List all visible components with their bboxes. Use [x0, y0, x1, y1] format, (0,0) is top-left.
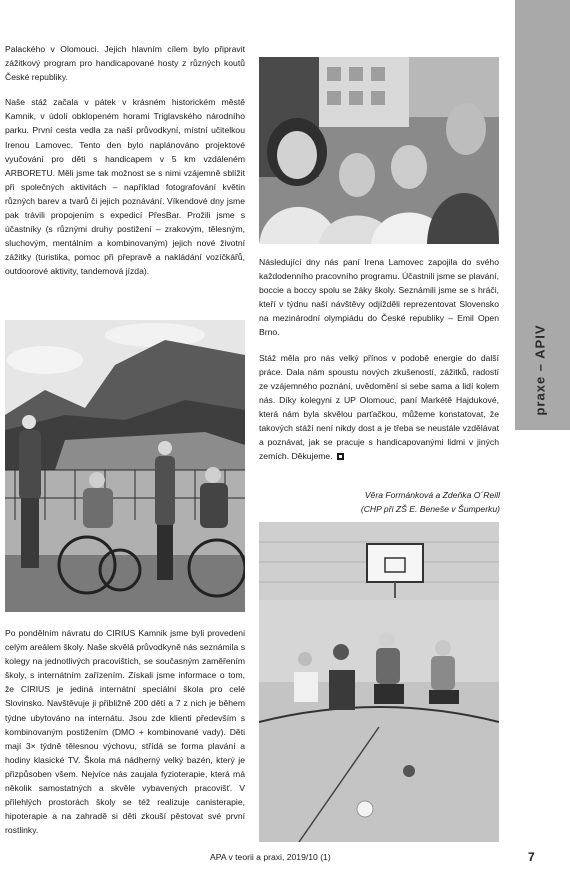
- right-column: [259, 255, 499, 463]
- journal-footer: APA v teorii a praxi, 2019/10 (1): [210, 852, 331, 862]
- left-column-bottom: [5, 626, 245, 837]
- photo-boccia-gym-image: [259, 522, 499, 842]
- photo-boccia-gym: [259, 522, 499, 842]
- photo-group-selfie-image: [259, 57, 499, 244]
- section-label: [518, 315, 562, 425]
- left-column-top: [5, 42, 245, 279]
- paragraph: [259, 351, 499, 464]
- paragraph: Naše stáž začala v pátek v krásném historickém městě Kamnik, v údolí obklopeném horami Triglavského národního parku. První cesta vedla za naší průvodkyní, místní učitelkou Irenou Lamovec. Tento den bylo naplánováno projektové vyučování pro děti s handicapem v 5 km vzdáleném ARBORETU. Měli jsme tak možnost se s nimi vzájemně sblížit při společných aktivitách – například fotografování květin různých barev a tvarů či jejich poznávání. Víkendové dny jsme pak trávili propojením s expedicí PřesBar. Prožili jsme s účastníky (s různými druhy postižení – zrakovým, tělesným, sluchovým, mentálním a kombinovaným) jejich nové životní zážitky (turistika, pomoc při přepravě a nakládání vozíčkářů, outdoorové aktivity, tandemová jízda).: [5, 97, 245, 277]
- end-of-article-icon: [337, 453, 344, 460]
- page-number: 7: [528, 850, 535, 864]
- photo-group-selfie: [259, 57, 499, 244]
- section-label-text: praxe – APIV: [532, 324, 548, 416]
- paragraph-text: Stáž měla pro nás velký přínos v podobě energie do další práce. Dala nám spoustu nových zkušeností, zážitků, radostí ze vzájemného poznání, uvědomění si sebe sama a lidí kolem nás. Díky kolegyni z UP Olomouc, paní Markétě Hajdukové, která nám byla skvělou parťačkou, můžeme konstatovat, že takových stáží není nikdy dost a je třeba se neustále vzdělávat a poznávat, jak se pracuje s handicapovanými lidmi v jiných zemích. Děkujeme.: [259, 352, 499, 462]
- author-name: Věra Formánková a Zdeňka O´Reill: [364, 490, 500, 500]
- paragraph: Po pondělním návratu do CIRIUS Kamnik jsme byli provedeni celým areálem školy. Naše skvělá průvodkyně nás seznámila s kolegy na jednotlivých pracovištích, se současným zaměřením školy, s internátním zařízením. Získali jsme informace o tom, že CIRIUS je jediná internátní speciální škola pro celé Slovinsko. Navštěvuje ji přibližně 200 dětí a 7 z nich je během týdne ubytováno na internátu. Jsou zde klienti především s kombinovaným postižením (DMO + kombinované vady). Děti mají 3× týdně tělesnou výchovu, střídá se forma plavání a hodiny klasické TV. Škola má nádherný velký bazén, který je přizpůsoben všem. Nejvíce nás zaujala fyzioterapie, která má několik samostatných a skvěle vybavených pracovišť. V přilehlých prostorách školy se též realizuje canisterapie, hipoterapie a na zahradě si děti zkouší pěstovat své první rostlinky.: [5, 628, 245, 836]
- author-affiliation: (CHP při ZŠ E. Beneše v Šumperku): [360, 504, 500, 514]
- paragraph: Následující dny nás paní Irena Lamovec zapojila do svého každodenního pracovního programu. Účastnili jsme se plavání, boccie a boccy spolu se žáky školy. Seznámili jsme se s hráči, kteří v týdnu naší návštěvy odjížděli reprezentovat Slovensko na mezinárodní olympiádu do České republiky – Emil Open Brno.: [259, 257, 499, 338]
- photo-wheelchair-group-bridge: [5, 320, 245, 612]
- photo-wheelchair-group-bridge-image: [5, 320, 245, 612]
- paragraph: Palackého v Olomouci. Jejich hlavním cílem bylo připravit zážitkový program pro handicapované hosty z různých koutů České republiky.: [5, 44, 245, 83]
